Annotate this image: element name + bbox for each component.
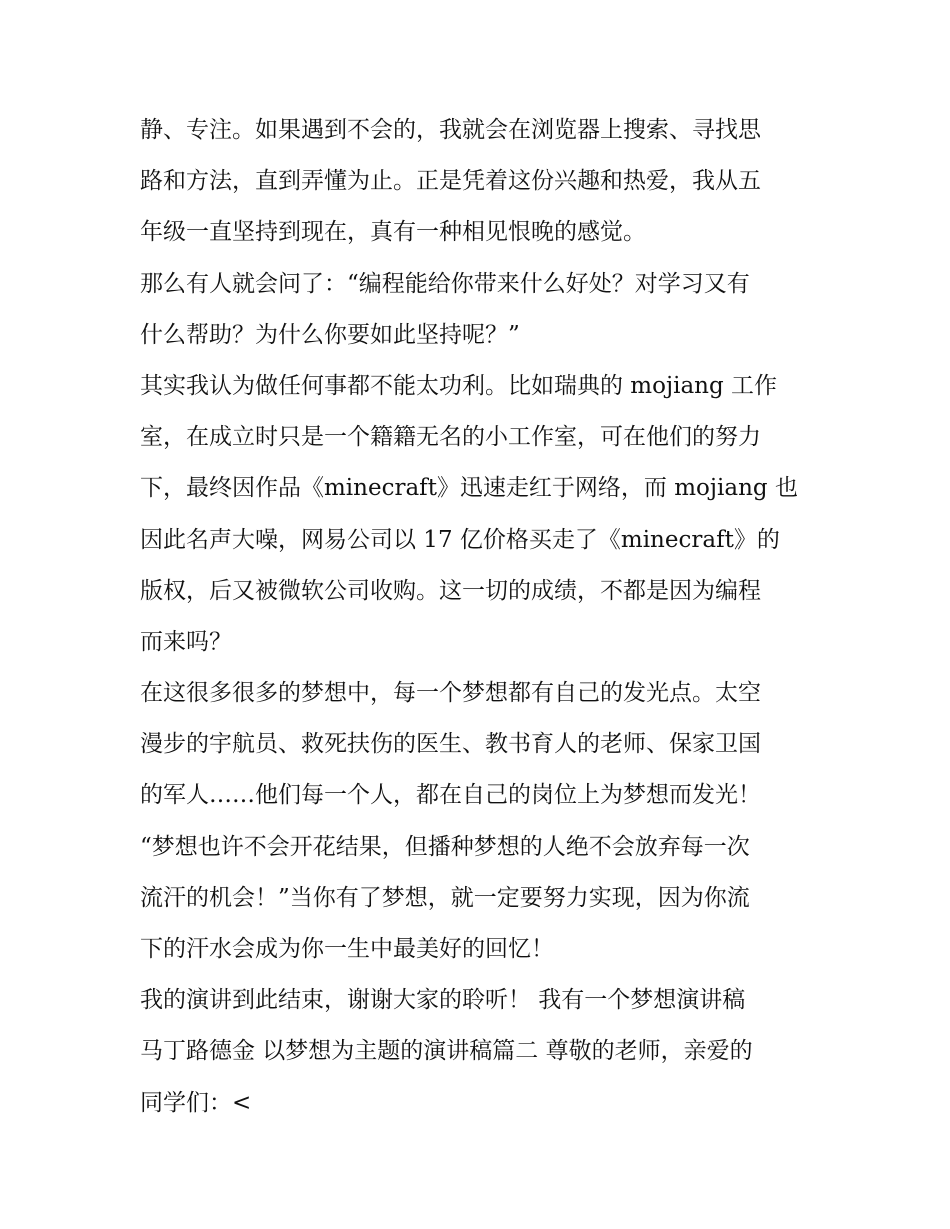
- text-line: “梦想也许不会开花结果，但播种梦想的人绝不会放弃每一次: [140, 833, 750, 860]
- text-line: 版权，后又被微软公司收购。这一切的成绩，不都是因为编程: [140, 577, 761, 604]
- document-body: [140, 105, 820, 1129]
- text-line: 下的汗水会成为你一生中最美好的回忆！: [140, 936, 554, 962]
- text-line: 下，最终因作品《minecraft》迅速走红于网络，而 mojiang 也: [140, 475, 798, 502]
- text-line: 我的演讲到此结束，谢谢大家的聆听！ 我有一个梦想演讲稿: [140, 987, 746, 1014]
- text-line: 静、专注。如果遇到不会的，我就会在浏览器上搜索、寻找思: [140, 117, 761, 143]
- text-line: 而来吗？: [140, 628, 232, 655]
- text-line: 室，在成立时只是一个籍籍无名的小工作室，可在他们的努力: [140, 424, 761, 451]
- text-line: 因此名声大噪，网易公司以 17 亿价格买走了《minecraft》的: [140, 526, 780, 553]
- text-line: 路和方法，直到弄懂为止。正是凭着这份兴趣和热爱，我从五: [140, 168, 761, 195]
- text-line: 年级一直坚持到现在，真有一种相见恨晚的感觉。: [140, 219, 646, 246]
- text-line: 流汗的机会！”当你有了梦想，就一定要努力实现，因为你流: [140, 884, 750, 911]
- text-line: 那么有人就会问了：“编程能给你带来什么好处？对学习又有: [140, 270, 750, 297]
- text-line: 什么帮助？为什么你要如此坚持呢？”: [140, 321, 520, 348]
- text-line: 其实我认为做任何事都不能太功利。比如瑞典的 mojiang 工作: [140, 372, 778, 399]
- text-line: 的军人……他们每一个人，都在自己的岗位上为梦想而发光！: [140, 782, 761, 809]
- text-line: 马丁路德金 以梦想为主题的演讲稿篇二 尊敬的老师，亲爱的: [140, 1038, 753, 1065]
- text-line: 同学们：<: [140, 1089, 252, 1116]
- text-line: 漫步的宇航员、救死扶伤的医生、教书育人的老师、保家卫国: [140, 731, 761, 758]
- text-line: 在这很多很多的梦想中，每一个梦想都有自己的发光点。太空: [140, 680, 761, 707]
